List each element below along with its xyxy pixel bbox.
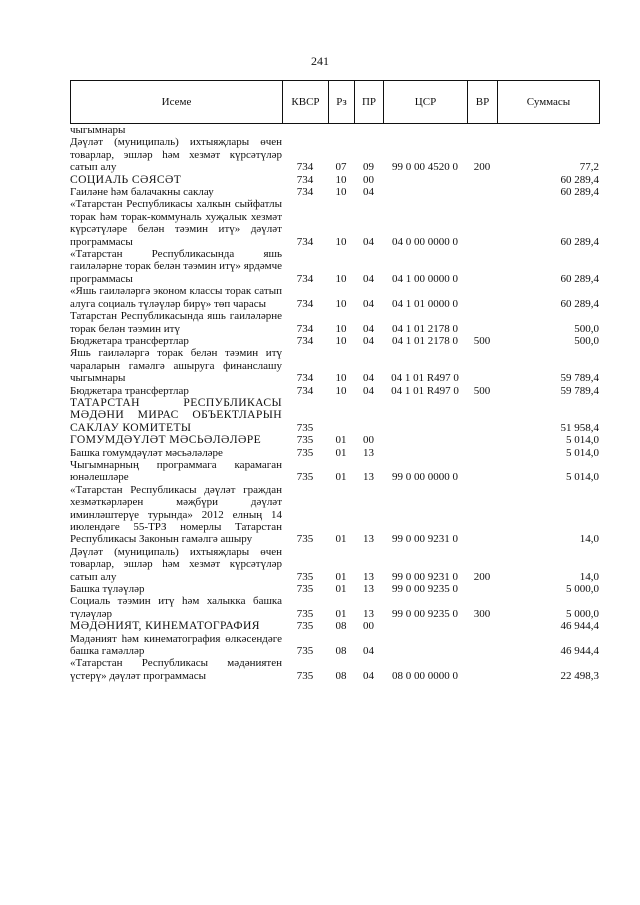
cell-rz xyxy=(328,397,354,434)
cell-pr: 13 xyxy=(363,583,374,596)
cell-rz: 08 xyxy=(335,669,347,682)
cell-sum: 5 014,0 xyxy=(566,446,599,459)
cell-csr xyxy=(383,434,467,446)
cell-name: Гаиләне һәм балачакны саклау xyxy=(70,186,214,199)
header-csr: ЦСР xyxy=(384,81,468,124)
table-row xyxy=(70,459,599,484)
table-row xyxy=(70,347,599,384)
table-row xyxy=(70,174,599,186)
cell-pr: 04 xyxy=(363,186,374,199)
cell-csr: 99 0 00 9235 0 xyxy=(392,583,458,596)
cell-rz: 01 xyxy=(335,607,347,620)
table-row xyxy=(70,484,599,546)
cell-name: «Яшь гаиләләргә эконом классы торак сатып алуга социаль түләүләр бирү» төп чарасы xyxy=(70,285,282,310)
cell-name: Социаль тәэмин итү һәм халыкка башка түләүләр xyxy=(70,595,282,620)
cell-name: Башка түләүләр xyxy=(70,583,145,596)
cell-kvsr: 735 xyxy=(296,434,314,447)
cell-pr: 13 xyxy=(363,533,374,546)
cell-sum: 77,2 xyxy=(579,161,599,174)
cell-vr xyxy=(467,248,497,285)
cell-sum: 46 944,4 xyxy=(560,645,599,658)
cell-name: Бюджетара трансфертлар xyxy=(70,384,189,397)
cell-pr: 04 xyxy=(363,322,374,335)
cell-csr xyxy=(383,186,467,198)
header-sum: Суммасы xyxy=(498,81,600,124)
cell-kvsr: 734 xyxy=(296,322,314,335)
table-row xyxy=(70,657,599,682)
cell-kvsr: 735 xyxy=(296,421,314,434)
cell-kvsr: 735 xyxy=(296,669,314,682)
table-row xyxy=(70,285,599,310)
cell-vr: 300 xyxy=(473,607,491,620)
cell-vr xyxy=(467,459,497,484)
cell-vr xyxy=(467,657,497,682)
cell-pr: 09 xyxy=(363,161,374,174)
cell-rz: 10 xyxy=(335,372,347,385)
cell-vr xyxy=(467,484,497,546)
cell-pr: 04 xyxy=(363,669,374,682)
cell-sum: 60 289,4 xyxy=(560,297,599,310)
cell-vr xyxy=(467,620,497,632)
cell-pr: 04 xyxy=(363,334,374,347)
cell-csr: 99 0 00 4520 0 xyxy=(392,161,458,174)
cell-pr: 04 xyxy=(363,297,374,310)
cell-pr: 00 xyxy=(363,620,374,633)
table-row xyxy=(70,633,599,658)
cell-name: Татарстан Республикасында яшь гаиләләрне торак белән тәэмин итү xyxy=(70,310,282,335)
cell-rz: 01 xyxy=(335,570,347,583)
cell-sum: 46 944,4 xyxy=(560,620,599,633)
table-row xyxy=(70,198,599,248)
cell-vr: 500 xyxy=(473,384,491,397)
cell-sum: 60 289,4 xyxy=(560,272,599,285)
cell-kvsr: 735 xyxy=(296,583,314,596)
cell-rz: 10 xyxy=(335,235,347,248)
cell-name: МӘДӘНИЯТ, КИНЕМАТОГРАФИЯ xyxy=(70,619,260,633)
header-pr: ПР xyxy=(355,81,384,124)
cell-kvsr: 735 xyxy=(296,645,314,658)
table-row xyxy=(70,124,599,136)
cell-sum: 60 289,4 xyxy=(560,235,599,248)
cell-csr xyxy=(383,620,467,632)
cell-pr: 13 xyxy=(363,446,374,459)
page-number: 241 xyxy=(311,54,329,68)
cell-rz: 01 xyxy=(335,533,347,546)
cell-csr: 04 1 01 2178 0 xyxy=(392,322,458,335)
cell-sum: 59 789,4 xyxy=(560,372,599,385)
table-row xyxy=(70,136,599,173)
table-row xyxy=(70,546,599,583)
cell-rz: 10 xyxy=(335,297,347,310)
cell-rz: 10 xyxy=(335,272,347,285)
cell-pr: 00 xyxy=(363,173,374,186)
cell-rz: 01 xyxy=(335,471,347,484)
cell-sum: 500,0 xyxy=(574,322,599,335)
cell-sum: 60 289,4 xyxy=(560,186,599,199)
cell-rz: 01 xyxy=(335,434,347,447)
cell-kvsr: 734 xyxy=(296,235,314,248)
cell-kvsr: 734 xyxy=(296,297,314,310)
cell-csr: 99 0 00 9235 0 xyxy=(392,607,458,620)
cell-name: Дәүләт (муниципаль) ихтыяҗлары өчен товарлар, эшләр һәм хезмәт күрсәтүләр сатып алу xyxy=(70,545,282,583)
cell-rz: 10 xyxy=(335,334,347,347)
cell-name: Яшь гаиләләргә торак белән тәэмин итү чараларын гамәлгә ашыруга финанслашу чыгымнары xyxy=(70,347,282,385)
cell-vr xyxy=(467,285,497,310)
cell-csr: 04 0 00 0000 0 xyxy=(392,235,458,248)
cell-pr: 13 xyxy=(363,471,374,484)
cell-csr: 99 0 00 0000 0 xyxy=(392,471,458,484)
cell-kvsr: 735 xyxy=(296,471,314,484)
cell-rz: 10 xyxy=(335,322,347,335)
table-row xyxy=(70,620,599,632)
table-row xyxy=(70,583,599,595)
cell-csr: 08 0 00 0000 0 xyxy=(392,669,458,682)
cell-sum: 5 014,0 xyxy=(566,434,599,447)
cell-kvsr: 735 xyxy=(296,446,314,459)
cell-kvsr: 734 xyxy=(296,173,314,186)
cell-kvsr: 734 xyxy=(296,384,314,397)
cell-name: Бюджетара трансфертлар xyxy=(70,334,189,347)
cell-vr: 200 xyxy=(473,570,491,583)
cell-rz: 01 xyxy=(335,446,347,459)
cell-name: «Татарстан Республикасында яшь гаиләләрне торак белән тәэмин итү» ярдәмче программасы xyxy=(70,248,282,285)
cell-sum: 51 958,4 xyxy=(560,421,599,434)
cell-vr xyxy=(467,198,497,248)
cell-pr: 13 xyxy=(363,607,374,620)
cell-kvsr xyxy=(282,124,328,136)
header-rz: Рз xyxy=(329,81,355,124)
cell-name: Мәдәният һәм кинематография өлкәсендәге башка гамәлләр xyxy=(70,632,282,658)
table-row xyxy=(70,447,599,459)
cell-sum: 5 014,0 xyxy=(566,471,599,484)
cell-kvsr: 734 xyxy=(296,334,314,347)
cell-csr xyxy=(383,447,467,459)
cell-sum: 59 789,4 xyxy=(560,384,599,397)
cell-pr: 13 xyxy=(363,570,374,583)
cell-csr: 04 1 01 0000 0 xyxy=(392,297,458,310)
cell-rz xyxy=(328,124,354,136)
cell-sum: 22 498,3 xyxy=(560,669,599,682)
table-row xyxy=(70,595,599,620)
cell-rz: 10 xyxy=(335,186,347,199)
cell-rz: 08 xyxy=(335,620,347,633)
cell-sum: 14,0 xyxy=(579,533,599,546)
cell-csr xyxy=(383,124,467,136)
cell-sum: 60 289,4 xyxy=(560,173,599,186)
cell-csr: 04 1 00 0000 0 xyxy=(392,272,458,285)
cell-rz: 10 xyxy=(335,173,347,186)
cell-kvsr: 734 xyxy=(296,372,314,385)
cell-sum xyxy=(497,124,599,136)
cell-csr: 04 1 01 R497 0 xyxy=(391,384,459,397)
table-row xyxy=(70,186,599,198)
cell-vr: 500 xyxy=(473,334,491,347)
budget-table xyxy=(70,80,599,682)
header-name: Исеме xyxy=(71,81,283,124)
cell-csr: 04 1 01 R497 0 xyxy=(391,372,459,385)
cell-rz: 10 xyxy=(335,384,347,397)
cell-kvsr: 735 xyxy=(296,570,314,583)
table-row xyxy=(70,397,599,434)
table-header xyxy=(70,80,600,124)
cell-kvsr: 735 xyxy=(296,620,314,633)
cell-vr xyxy=(467,186,497,198)
cell-kvsr: 735 xyxy=(296,533,314,546)
cell-name: Дәүләт (муниципаль) ихтыяҗлары өчен товарлар, эшләр һәм хезмәт күрсәтүләр сатып алу xyxy=(70,136,282,174)
table-row xyxy=(70,310,599,335)
cell-pr: 04 xyxy=(363,235,374,248)
table-body xyxy=(70,124,599,682)
cell-sum: 5 000,0 xyxy=(566,607,599,620)
cell-csr xyxy=(383,633,467,658)
cell-kvsr: 735 xyxy=(296,607,314,620)
cell-vr xyxy=(467,124,497,136)
cell-kvsr: 734 xyxy=(296,186,314,199)
cell-name: «Татарстан Республикасы дәүләт граждан хезмәткәрләрен мәҗбүри дәүләт иминләштерүе турында» 2012 елның 14 июлендәге 55-ТРЗ номерлы Татарстан Республикасы Законын гамәлгә ашыру xyxy=(70,483,282,546)
cell-name: Чыгымнарның программага карамаган юнәлешләре xyxy=(70,458,282,484)
cell-vr xyxy=(467,447,497,459)
cell-pr: 04 xyxy=(363,645,374,658)
cell-name: СОЦИАЛЬ СӘЯСӘТ xyxy=(70,172,182,186)
cell-sum: 500,0 xyxy=(574,334,599,347)
cell-vr: 200 xyxy=(473,161,491,174)
cell-name: чыгымнары xyxy=(70,124,126,136)
cell-pr xyxy=(354,124,383,136)
cell-pr: 04 xyxy=(363,272,374,285)
cell-csr: 04 1 01 2178 0 xyxy=(392,334,458,347)
cell-csr xyxy=(383,397,467,434)
cell-csr: 99 0 00 9231 0 xyxy=(392,570,458,583)
cell-sum: 5 000,0 xyxy=(566,583,599,596)
cell-sum: 14,0 xyxy=(579,570,599,583)
table-row xyxy=(70,335,599,347)
cell-kvsr: 734 xyxy=(296,272,314,285)
cell-rz: 08 xyxy=(335,645,347,658)
cell-name: «Татарстан Республикасы мәдәниятен үстерү» дәүләт программасы xyxy=(70,657,282,682)
cell-vr xyxy=(467,583,497,595)
cell-pr xyxy=(354,397,383,434)
cell-vr xyxy=(467,434,497,446)
table-row xyxy=(70,248,599,285)
cell-csr xyxy=(383,174,467,186)
cell-vr xyxy=(467,174,497,186)
cell-pr: 04 xyxy=(363,372,374,385)
cell-vr xyxy=(467,347,497,384)
cell-kvsr: 734 xyxy=(296,161,314,174)
header-kvsr: КВСР xyxy=(283,81,329,124)
cell-rz: 01 xyxy=(335,583,347,596)
cell-name: Башка гомумдәүләт мәсьәләләре xyxy=(70,446,223,459)
cell-vr xyxy=(467,633,497,658)
cell-name: ТАТАРСТАН РЕСПУБЛИКАСЫ МӘДӘНИ МИРАС ОБЪЕКТЛАРЫН САКЛАУ КОМИТЕТЫ xyxy=(70,395,282,434)
cell-csr: 99 0 00 9231 0 xyxy=(392,533,458,546)
cell-vr xyxy=(467,310,497,335)
cell-rz: 07 xyxy=(335,161,347,174)
header-vr: ВР xyxy=(468,81,498,124)
cell-vr xyxy=(467,397,497,434)
cell-name: ГОМУМДӘҮЛӘТ МӘСЬӘЛӘЛӘРЕ xyxy=(70,433,262,447)
cell-pr: 04 xyxy=(363,384,374,397)
table-row xyxy=(70,434,599,446)
cell-name: «Татарстан Республикасы халкын сыйфатлы торак һәм торак-коммуналь хуҗалык хезмәт күрсәтүләре белән тәэмин итү» дәүләт программасы xyxy=(70,198,282,248)
cell-pr: 00 xyxy=(363,434,374,447)
